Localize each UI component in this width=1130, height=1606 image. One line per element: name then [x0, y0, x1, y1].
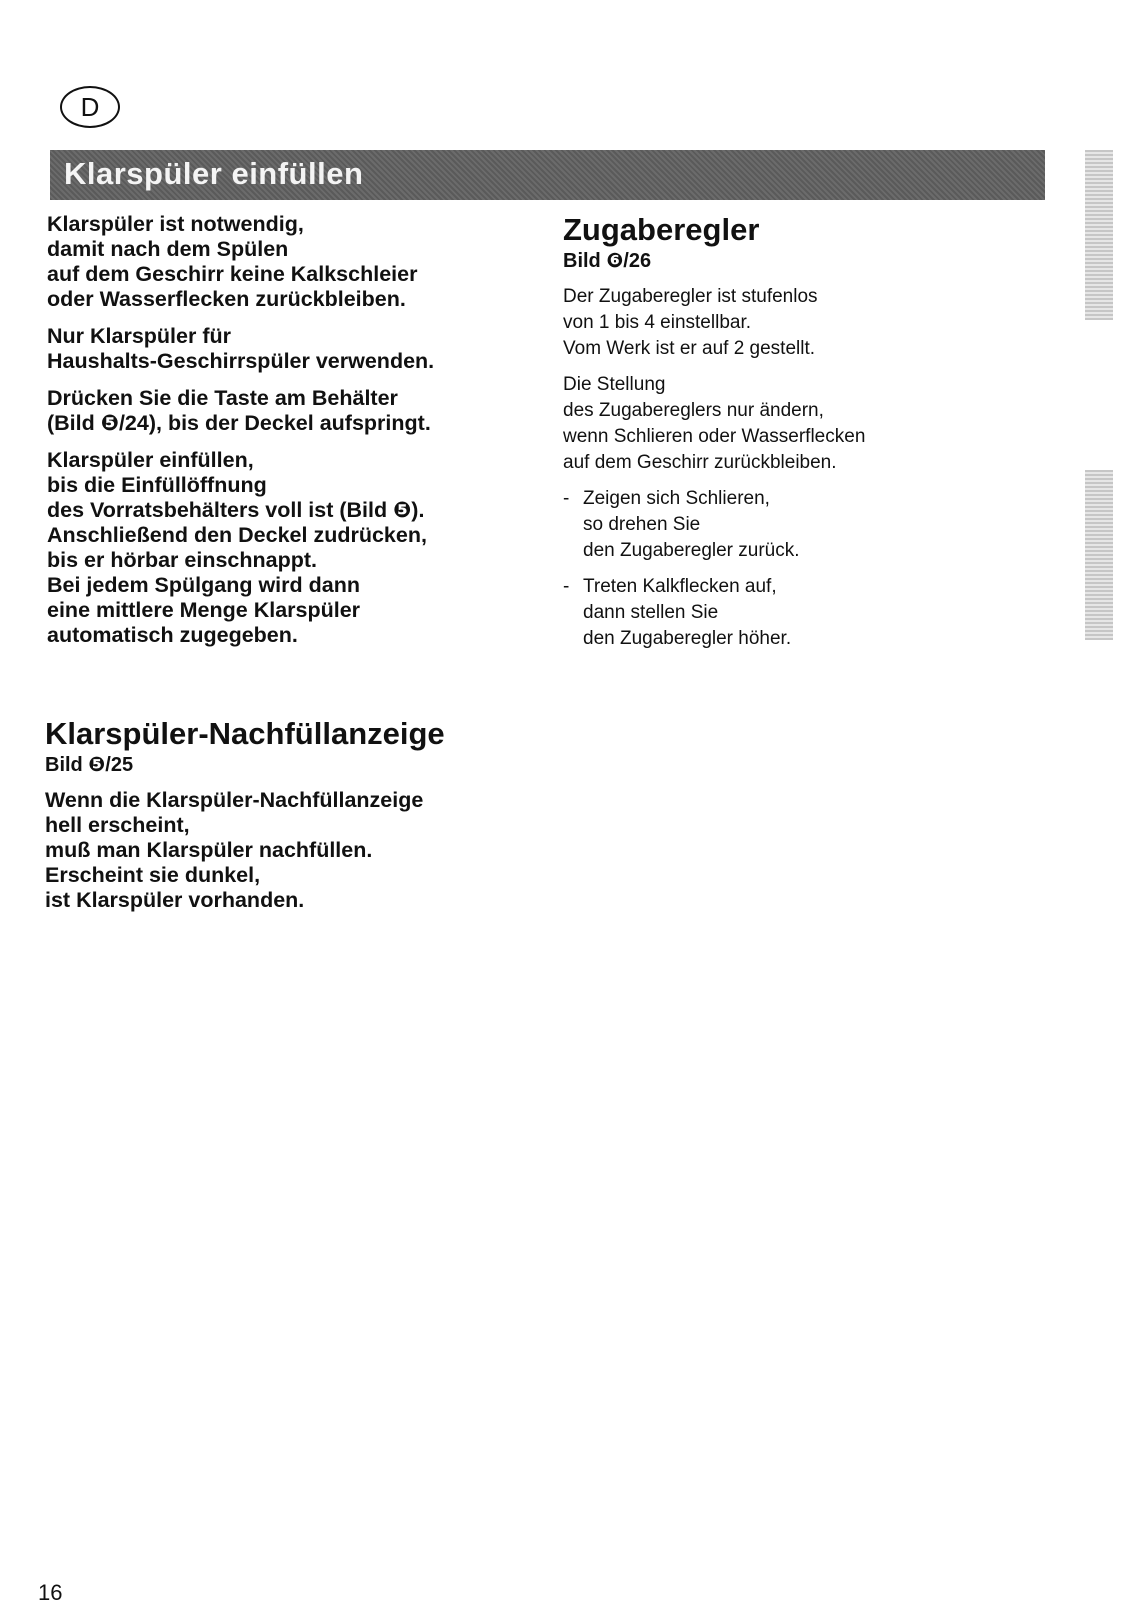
- section-banner: [50, 150, 1045, 200]
- text-line: hell erscheint,: [45, 813, 190, 837]
- refill-indicator-paragraph: [45, 788, 565, 913]
- text-line: Nur Klarspüler für: [47, 324, 231, 348]
- dosage-regulator-heading: Zugaberegler: [563, 212, 760, 247]
- text-line: wenn Schlieren oder Wasserflecken: [563, 426, 866, 447]
- list-item: [563, 486, 1003, 564]
- text-line: den Zugaberegler zurück.: [583, 540, 800, 561]
- text-line: so drehen Sie: [583, 514, 701, 535]
- text-line: von 1 bis 4 einstellbar.: [563, 312, 752, 333]
- text-line: oder Wasserflecken zurückbleiben.: [47, 287, 406, 311]
- refill-indicator-heading: Klarspüler-Nachfüllanzeige: [45, 716, 445, 751]
- text-line: Wenn die Klarspüler-Nachfüllanzeige: [45, 788, 424, 812]
- language-badge-label: D: [80, 91, 100, 122]
- text-line: auf dem Geschirr keine Kalkschleier: [47, 262, 418, 286]
- text-line: Die Stellung: [563, 374, 666, 395]
- left-column: [47, 212, 547, 660]
- text-line: des Vorratsbehälters voll ist (Bild ❺).: [47, 498, 425, 522]
- text-line: Treten Kalkflecken auf,: [583, 576, 777, 597]
- text-line: damit nach dem Spülen: [47, 237, 289, 261]
- text-line: Vom Werk ist er auf 2 gestellt.: [563, 338, 816, 359]
- figure-reference: Bild ❺/25: [45, 754, 134, 776]
- usage-paragraph: [47, 324, 547, 374]
- text-line: automatisch zugegeben.: [47, 623, 298, 647]
- dash-marker: -: [563, 576, 570, 597]
- open-lid-paragraph: [47, 386, 547, 436]
- text-line: Klarspüler ist notwendig,: [47, 212, 304, 236]
- dash-marker: -: [563, 488, 570, 509]
- text-line: Anschließend den Deckel zudrücken,: [47, 523, 427, 547]
- page-number: 16: [38, 1580, 63, 1605]
- scan-edge-strip: [1085, 150, 1113, 320]
- text-line: Zeigen sich Schlieren,: [583, 488, 770, 509]
- text-line: (Bild ❺/24), bis der Deckel aufspringt.: [47, 411, 431, 435]
- text-line: bis die Einfüllöffnung: [47, 473, 267, 497]
- text-line: Klarspüler einfüllen,: [47, 448, 254, 472]
- text-line: dann stellen Sie: [583, 602, 719, 623]
- right-column: [563, 212, 1003, 662]
- text-line: Bei jedem Spülgang wird dann: [47, 573, 360, 597]
- text-line: muß man Klarspüler nachfüllen.: [45, 838, 373, 862]
- list-item: [563, 574, 1003, 652]
- fill-paragraph: [47, 448, 547, 648]
- adjust-paragraph: [563, 372, 1003, 476]
- text-line: Haushalts-Geschirrspüler verwenden.: [47, 349, 435, 373]
- scan-edge-strip: [1085, 470, 1113, 640]
- text-line: des Zugabereglers nur ändern,: [563, 400, 824, 421]
- text-line: Drücken Sie die Taste am Behälter: [47, 386, 398, 410]
- text-line: Der Zugaberegler ist stufenlos: [563, 286, 818, 307]
- settings-paragraph: [563, 284, 1003, 362]
- text-line: bis er hörbar einschnappt.: [47, 548, 317, 572]
- refill-indicator-section: [45, 716, 565, 925]
- text-line: auf dem Geschirr zurückbleiben.: [563, 452, 837, 473]
- section-title: Klarspüler einfüllen: [64, 156, 364, 191]
- text-line: den Zugaberegler höher.: [583, 628, 792, 649]
- language-badge-d: [60, 86, 120, 128]
- text-line: eine mittlere Menge Klarspüler: [47, 598, 361, 622]
- text-line: Erscheint sie dunkel,: [45, 863, 261, 887]
- intro-paragraph: [47, 212, 547, 312]
- text-line: ist Klarspüler vorhanden.: [45, 888, 305, 912]
- figure-reference: Bild ❻/26: [563, 250, 652, 272]
